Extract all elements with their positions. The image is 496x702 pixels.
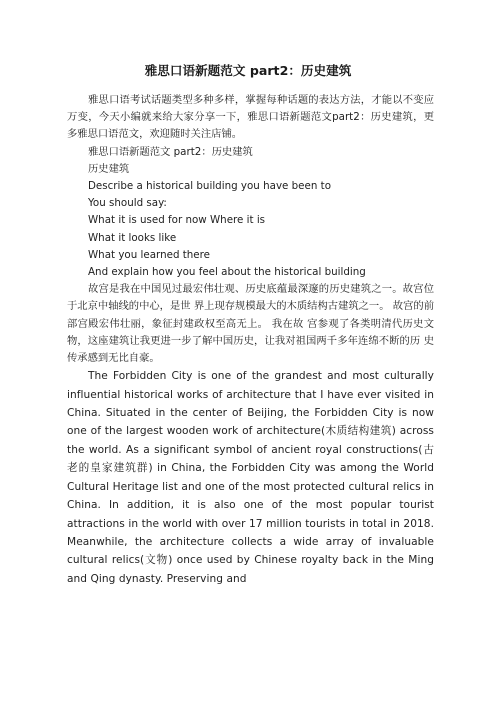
cue-line-3: What you learned there [88, 248, 210, 261]
prompt-line: Describe a historical building you have been to [88, 180, 331, 193]
topic-line: 历史建筑 [88, 162, 130, 175]
you-should-say-line: You should say: [88, 197, 167, 210]
document-body [67, 92, 434, 588]
subtitle-line: 雅思口语新题范文 part2：历史建筑 [88, 145, 253, 158]
cue-line-1: What it is used for now Where it is [88, 214, 266, 227]
document-title: 雅思口语新题范文 part2：历史建筑 [144, 63, 352, 78]
english-answer-paragraph: The Forbidden City is one of the grandest and most culturally influential historical works of architecture that I have ever visited in China. Situated in the center of Beijing, the Forbidden City is now one of the largest wooden work of architecture(木质结构建筑) across the world. As a significant symbol of ancient royal constructions(古老的皇家建筑群) in China, the Forbidden City was among the World Cultural Heritage list and one of the most protected cultural relics in China. In addition, it is also one of the most popular tourist attractions in the world with over 17 million tourists in total in 2018. Meanwhile, the architecture collects a wide array of invaluable cultural relics(文物) once used by Chinese royalty back in the Ming and Qing dynasty. Preserving and [67, 370, 434, 585]
cue-line-2: What it looks like [88, 231, 177, 244]
cue-line-4: And explain how you feel about the historical building [88, 266, 366, 279]
chinese-answer-paragraph: 故宫是我在中国见过最宏伟壮观、历史底蕴最深邃的历史建筑之一。故宫位于北京中轴线的中心，是世 界上现存规模最大的木质结构古建筑之一。 故宫的前部宫殿宏伟壮丽，象征封建政权至高无上。 我在故 宫参观了各类明清代历史文物，这座建筑让我更进一步了解中国历史，让我对祖国两千多年连绵不断的历 史传承感到无比自豪。 [67, 283, 434, 365]
intro-paragraph: 雅思口语考试话题类型多种多样，掌握每种话题的表达方法，才能以不变应万变，今天小编就来给大家分享一下，雅思口语新题范文part2：历史建筑，更多雅思口语范文，欢迎随时关注店铺。 [67, 94, 434, 141]
